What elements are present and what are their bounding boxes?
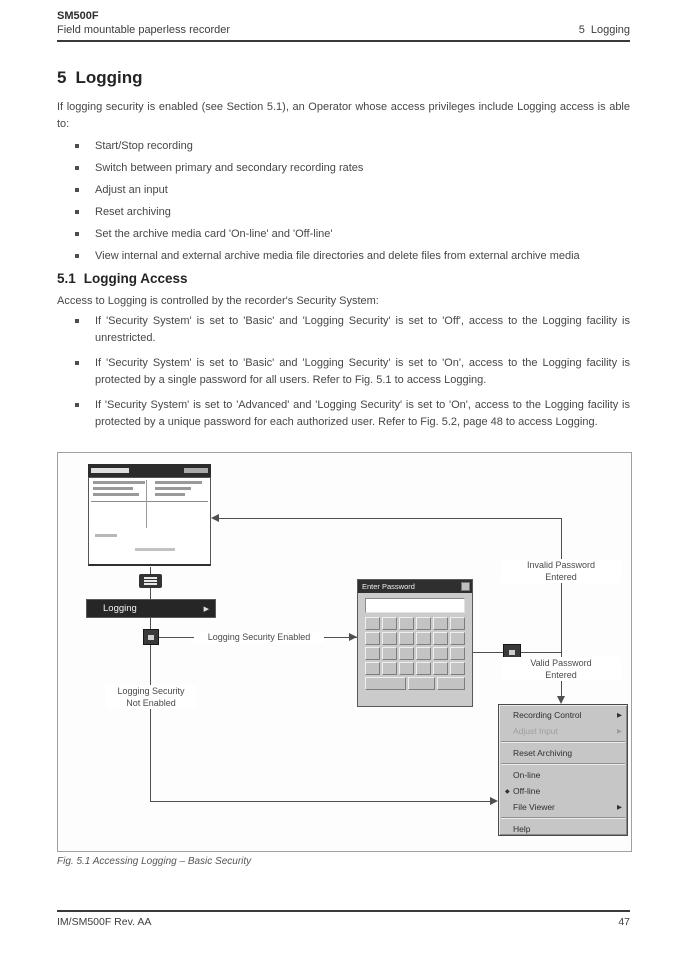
selected-bullet-icon: ◆ xyxy=(505,788,510,795)
logging-dropdown-menu xyxy=(498,704,628,836)
keypad-key xyxy=(399,662,414,675)
section-51-title: Logging Access xyxy=(83,271,188,286)
connector-line xyxy=(219,518,561,519)
bullet-square-icon xyxy=(75,232,79,236)
screen-text-column xyxy=(155,481,207,499)
bullet-square-icon xyxy=(75,254,79,258)
menu-item-adjust-input: Adjust Input ▶ xyxy=(513,726,622,736)
key-icon-left xyxy=(143,629,159,645)
menu-item-file-viewer: File Viewer ▶ xyxy=(513,802,622,812)
keypad-key xyxy=(437,677,465,690)
list-item: If 'Security System' is set to 'Basic' and 'Logging Security' is set to 'Off', access to the Logging facility is unrestricted. xyxy=(57,313,630,347)
chevron-right-icon: ▶ xyxy=(617,728,622,735)
arrowhead-down-icon xyxy=(557,696,565,704)
connector-line xyxy=(473,652,503,653)
list-item: Reset archiving xyxy=(57,201,630,223)
connector-line xyxy=(150,801,490,802)
keypad-key xyxy=(399,617,414,630)
connector-line xyxy=(150,588,151,599)
footer-page-number: 47 xyxy=(618,916,630,928)
bullet-square-icon xyxy=(75,144,79,148)
chevron-right-icon: ▶ xyxy=(203,605,209,613)
footer-rule xyxy=(57,910,630,912)
menu-key-icon xyxy=(139,574,162,588)
bullet-square-icon xyxy=(75,403,79,407)
connector-line xyxy=(521,652,561,653)
menu-item-offline: ◆ Off-line xyxy=(505,786,541,796)
keypad-key xyxy=(416,647,431,660)
logging-menu-bar xyxy=(86,599,216,618)
label-valid-password: Valid Password Entered xyxy=(501,657,621,681)
arrowhead-left-icon xyxy=(211,514,219,522)
figure-5-1 xyxy=(57,452,632,852)
list-item: Set the archive media card 'On-line' and 'Off-line' xyxy=(57,223,630,245)
section-51-heading xyxy=(57,271,188,286)
keypad-key xyxy=(365,647,380,660)
keypad-key xyxy=(450,662,465,675)
list-item: View internal and external archive media file directories and delete files from external archive media xyxy=(57,245,630,267)
list-item: Adjust an input xyxy=(57,179,630,201)
chevron-right-icon: ▶ xyxy=(617,804,622,811)
keypad-key xyxy=(416,662,431,675)
header-chapter xyxy=(579,24,630,36)
menu-item-help: Help xyxy=(513,824,531,834)
section-5-intro: If logging security is enabled (see Section 5.1), an Operator whose access privileges include Logging access is able to: xyxy=(57,101,630,130)
keypad-key xyxy=(433,617,448,630)
chevron-right-icon: ▶ xyxy=(617,712,622,719)
keypad-key xyxy=(399,632,414,645)
bullet-square-icon xyxy=(75,188,79,192)
keypad-key xyxy=(450,617,465,630)
keypad-key xyxy=(365,677,406,690)
menu-separator xyxy=(501,763,625,765)
screen-text-columns xyxy=(89,478,210,500)
header-subtitle: Field mountable paperless recorder xyxy=(57,24,231,36)
logging-menu-bar-label: Logging xyxy=(103,603,137,614)
keypad-key xyxy=(399,647,414,660)
list-item: If 'Security System' is set to 'Advanced' and 'Logging Security' is set to 'On', access to the Logging facility is protected by a unique password for each authorized user. Refer to Fig. 5.2, page 48 to access Logging. xyxy=(57,397,630,431)
keypad-titlebar xyxy=(358,580,472,593)
figure-caption: Fig. 5.1 Accessing Logging – Basic Security xyxy=(57,856,252,867)
keypad-key xyxy=(433,662,448,675)
keypad-key xyxy=(382,647,397,660)
header-chapter-title: Logging xyxy=(590,24,630,36)
label-logging-security-not-enabled: Logging Security Not Enabled xyxy=(106,685,196,709)
bullet-square-icon xyxy=(75,319,79,323)
keypad-key xyxy=(433,647,448,660)
menu-item-online: On-line xyxy=(513,770,541,780)
keypad-key xyxy=(382,632,397,645)
connector-line xyxy=(150,618,151,629)
label-invalid-password: Invalid Password Entered xyxy=(501,559,621,583)
keypad-key xyxy=(365,632,380,645)
menu-separator xyxy=(501,817,625,819)
screen-titlebar xyxy=(88,464,211,477)
section-5-heading xyxy=(57,68,143,88)
keypad-key xyxy=(382,617,397,630)
password-keypad-dialog xyxy=(357,579,473,707)
footer-document-id: IM/SM500F Rev. AA xyxy=(57,916,152,928)
screen-content-placeholder xyxy=(88,477,211,566)
connector-line xyxy=(150,567,151,574)
section-51-intro: Access to Logging is controlled by the recorder's Security System: xyxy=(57,295,379,307)
screen-titlebar-text-placeholder xyxy=(91,468,129,473)
section-5-number: 5 xyxy=(57,68,67,87)
list-item: If 'Security System' is set to 'Basic' and 'Logging Security' is set to 'On', access to the Logging facility is protected by a single password for all users. Refer to Fig. 5.1 to access Logging. xyxy=(57,355,630,389)
section-5-bullet-list xyxy=(57,135,630,267)
keypad-key xyxy=(416,617,431,630)
header-chapter-number: 5 xyxy=(578,24,585,36)
header-row xyxy=(57,24,630,36)
keypad-key xyxy=(416,632,431,645)
keypad-key xyxy=(382,662,397,675)
keypad-key xyxy=(450,632,465,645)
list-item: Switch between primary and secondary recording rates xyxy=(57,157,630,179)
keypad-key xyxy=(450,647,465,660)
bullet-square-icon xyxy=(75,361,79,365)
section-51-bullet-list xyxy=(57,313,630,439)
label-logging-security-enabled: Logging Security Enabled xyxy=(194,631,324,643)
keypad-key xyxy=(365,662,380,675)
menu-item-reset-archiving: Reset Archiving xyxy=(513,748,573,758)
screen-text-column xyxy=(93,481,145,499)
keypad-keys xyxy=(365,617,465,675)
arrowhead-right-icon xyxy=(490,797,498,805)
section-51-number: 5.1 xyxy=(57,271,76,286)
keypad-title: Enter Password xyxy=(362,582,415,591)
section-5-title: Logging xyxy=(75,68,143,87)
keypad-key xyxy=(365,617,380,630)
footer xyxy=(57,916,630,928)
keypad-close-button xyxy=(461,582,470,591)
recorder-screen-thumbnail xyxy=(88,464,211,567)
arrowhead-right-icon xyxy=(349,633,357,641)
screen-titlebar-status-placeholder xyxy=(184,468,208,473)
password-input-field xyxy=(365,598,465,613)
keypad-key xyxy=(408,677,436,690)
list-item: Start/Stop recording xyxy=(57,135,630,157)
header-product-name: SM500F xyxy=(57,10,99,22)
bullet-square-icon xyxy=(75,210,79,214)
keypad-bottom-row xyxy=(365,677,465,690)
menu-separator xyxy=(501,741,625,743)
bullet-square-icon xyxy=(75,166,79,170)
header-rule xyxy=(57,40,630,42)
keypad-key xyxy=(433,632,448,645)
connector-line xyxy=(150,645,151,801)
menu-item-recording-control: Recording Control ▶ xyxy=(513,710,622,720)
